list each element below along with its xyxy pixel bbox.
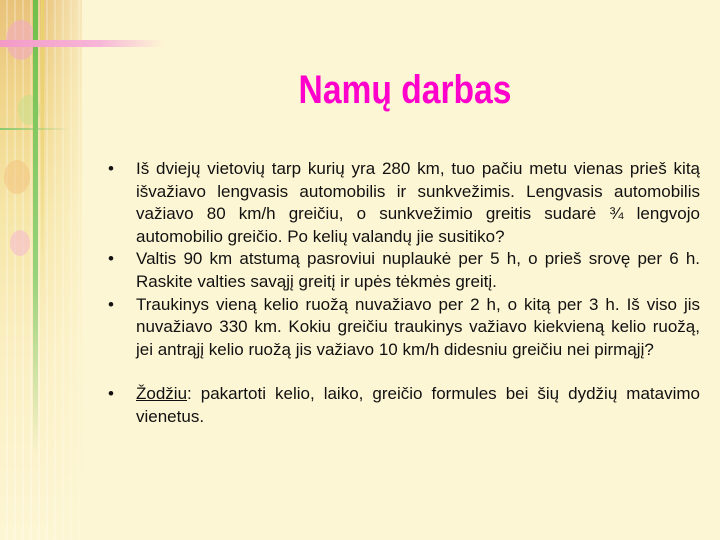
- bullet: •: [108, 384, 114, 404]
- decorative-fade: [40, 0, 100, 540]
- list-item-text: Traukinys vieną kelio ruožą nuvažiavo per 2 h, o kitą per 3 h. Iš viso jis nuvažiavo 330 km. Kokiu greičiu traukinys važiavo kiekvieną kelio ruožą, jei antrąjį kelio ruožą jis važiavo 10 km/h didesniu greičiu nei pirmąjį?: [136, 294, 700, 359]
- decorative-blob: [10, 230, 30, 256]
- list-item: [108, 294, 700, 362]
- bullet: •: [108, 249, 114, 269]
- bullet: •: [108, 294, 114, 314]
- task-list: [108, 158, 700, 429]
- bullet: •: [108, 159, 114, 178]
- list-item: [108, 383, 700, 428]
- list-item-term: Žodžiu: [136, 384, 188, 404]
- list-item-text: : pakartoti kelio, laiko, greičio formules bei šių dydžių matavimo vienetus.: [136, 384, 700, 426]
- list-item: [108, 158, 700, 248]
- decorative-horizontal-line: [0, 40, 165, 47]
- list-item-text: Iš dviejų vietovių tarp kurių yra 280 km, tuo pačiu metu vienas prieš kitą išvažiavo lengvasis automobilis ir sunkvežimis. Lengvasis automobilis važiavo 80 km/h greičiu, o sunkvežimio greitis sudarė ¾ lengvojo automobilio greičio. Po kelių valandų jie susitiko?: [136, 159, 700, 246]
- decorative-horizontal-line: [0, 128, 70, 130]
- list-item: [108, 248, 700, 293]
- decorative-blob: [4, 160, 30, 194]
- decorative-vertical-line: [33, 0, 38, 455]
- slide-title: Namų darbas: [298, 68, 512, 112]
- list-item-text: Valtis 90 km atstumą pasroviui nuplaukė per 5 h, o prieš srovę per 6 h. Raskite valties savąjį greitį ir upės tėkmės greitį.: [136, 249, 700, 291]
